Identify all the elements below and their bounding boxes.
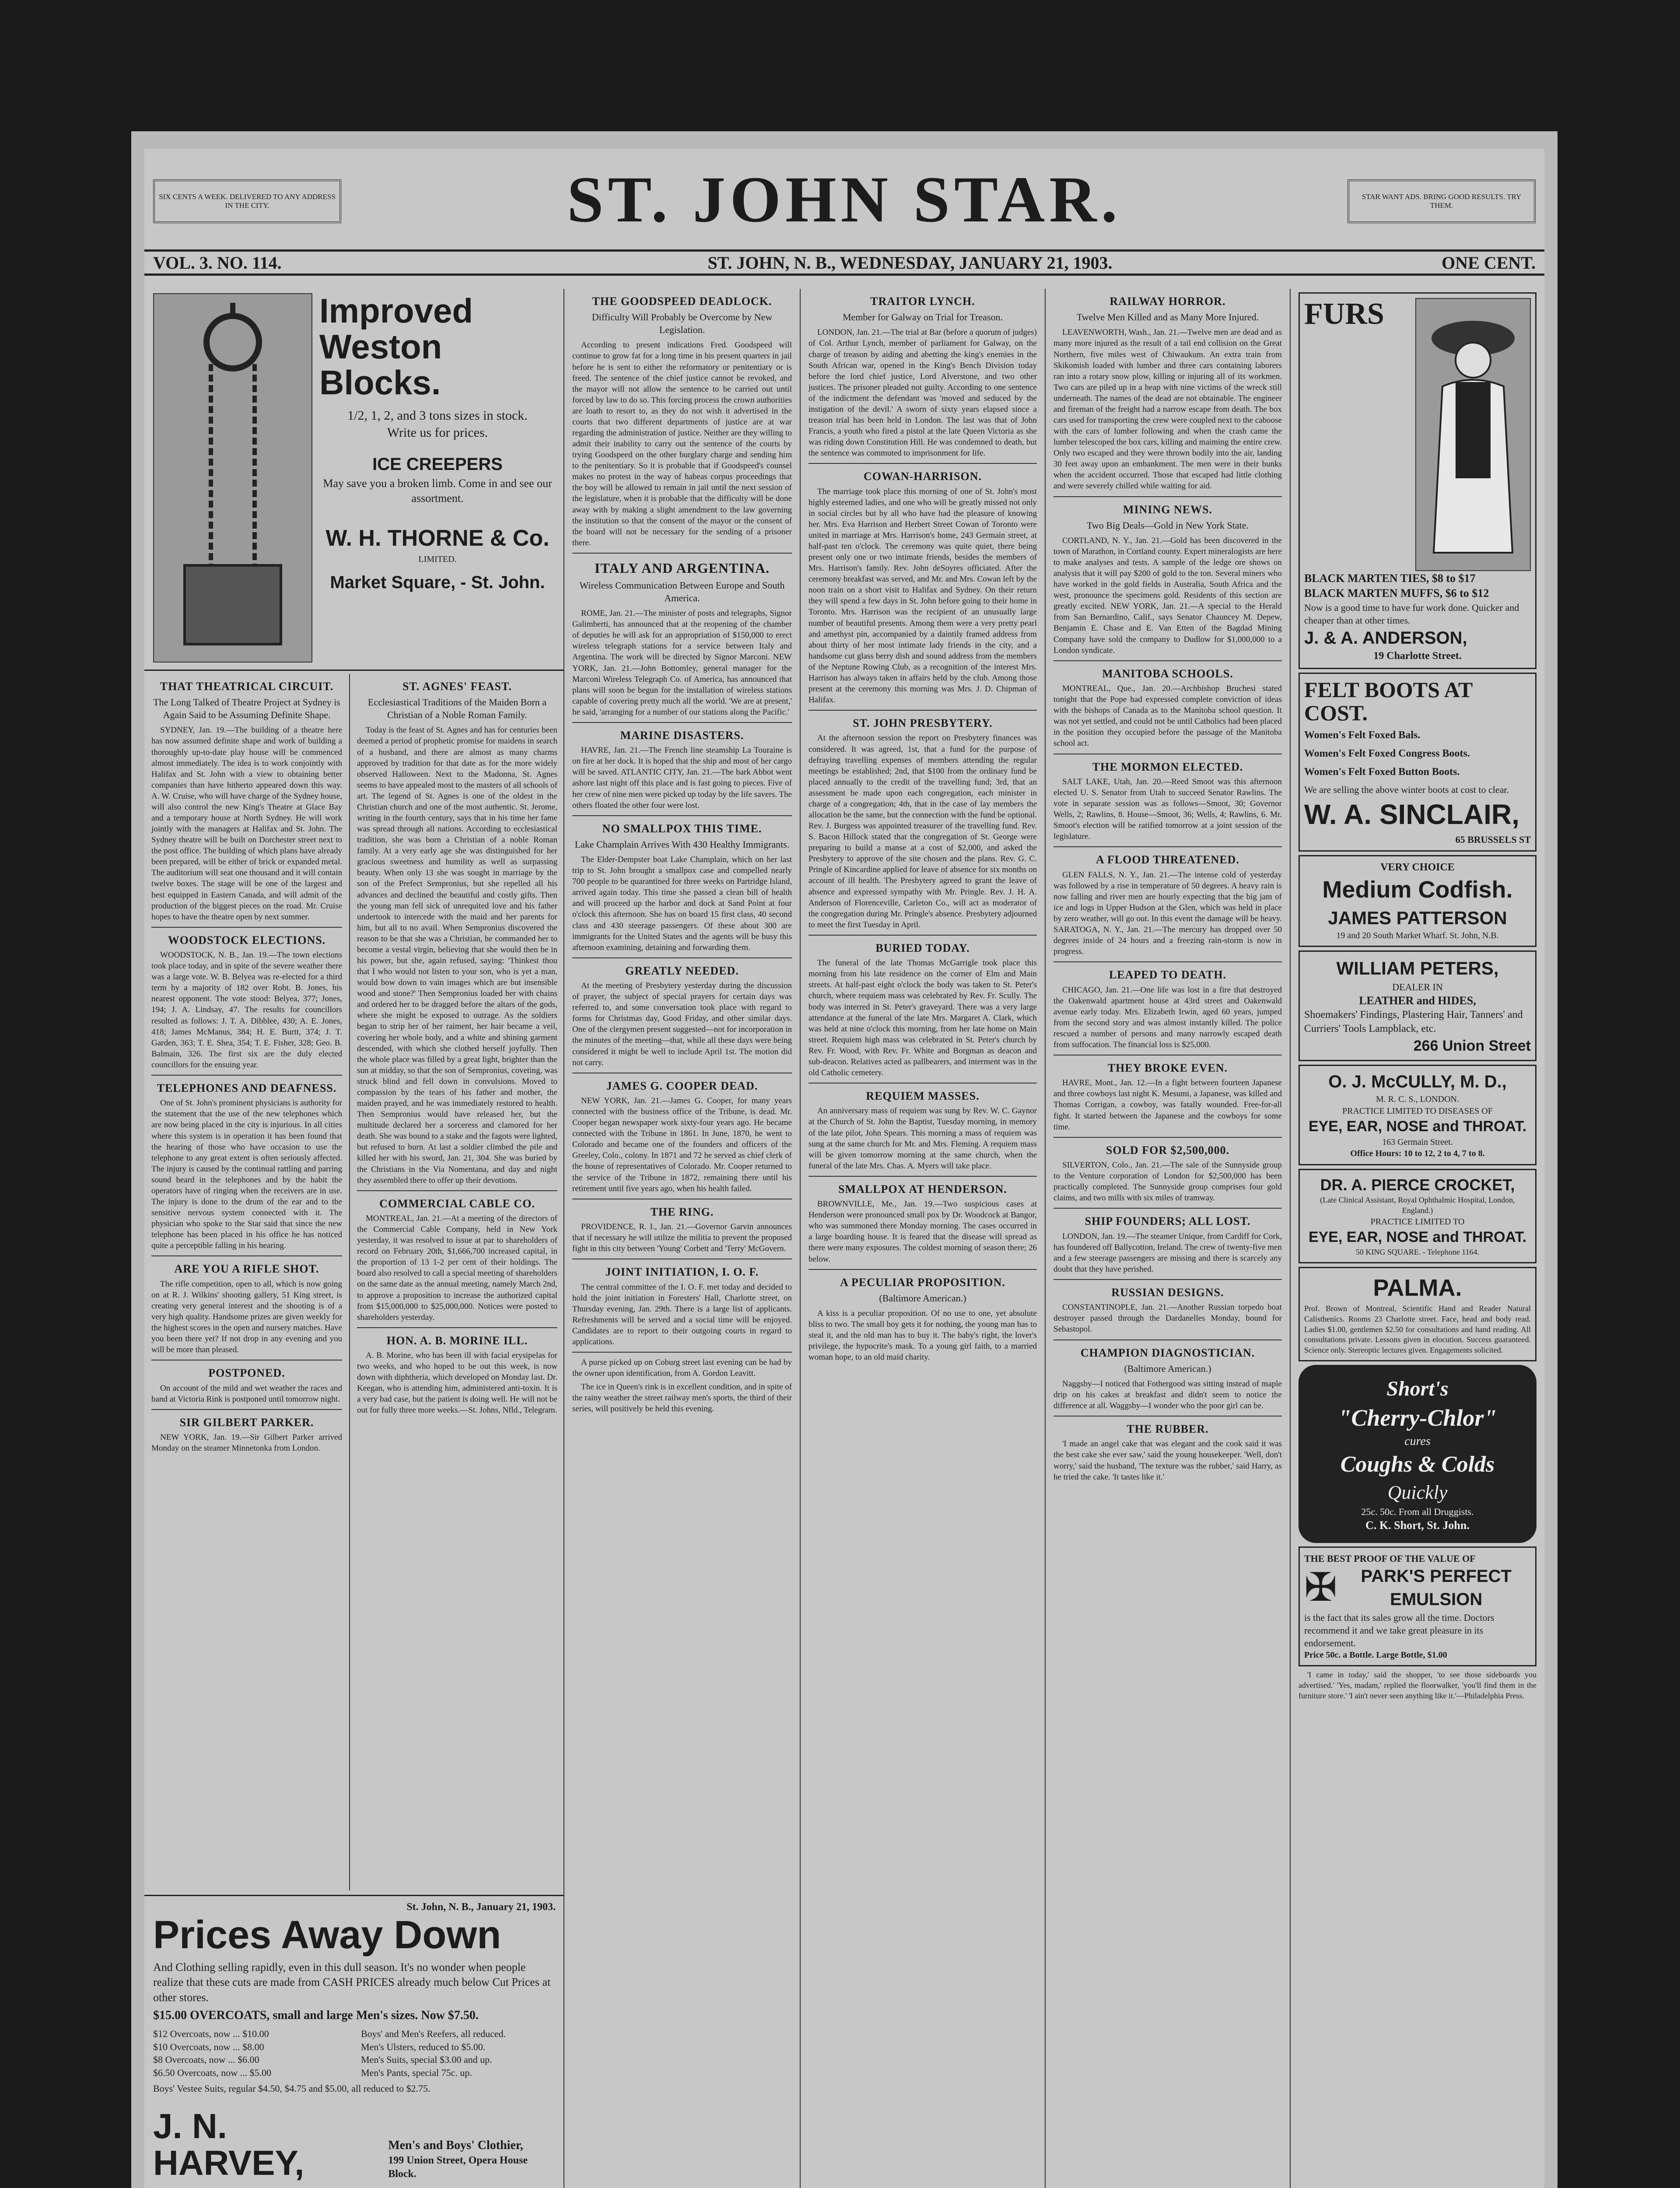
sold-body: SILVERTON, Colo., Jan. 21.—The sale of the Sunnyside group to the Venture corporation of London for $2,500,000 has been practically completed. The Sunnyside group comprises four gold claims, and two mills with six miles of tramway. [1054,1161,1282,1203]
harvey-item: Boys' and Men's Reefers, all reduced. [361,2028,506,2040]
rifle-body: The rifle competition, open to all, which is now going on at R. J. Wilkins' shooting gallery, 51 King street, is creating very general interest and the shooting is of a very high quality. Handsome prizes are given weekly for the highest scores in the open and nursery matches. Have you been there yet? If not drop in any evening and you will be more than pleased. [151,1279,342,1355]
presbytery-body: At the afternoon session the report on Presbytery finances was considered. It was agreed, 1st, that a fund for the purpose of defraying travelling expenses of members attending the regular meetings be established; 2nd, that $100 from the ordinary fund be placed annually to the credit of the travelling fund; 3rd, that an assessment be made upon each congregation, each minister in charge of a congregation; 4th, that in the case of lay members the allocation be the same, but the connection with the fund be optional. Rev. J. Burgess was appointed treasurer of the travelling fund. Rev. S. Bacon Hillock stated that the congregation of St. George were preparing to build a manse at a cost of $2,000, and asked the Presbytery to approve of the site chosen and the plans. Rev. G. C. Pringle of Kincardine applied for leave of absence for six months on account of ill health. The Presbytery agreed to grant the leave of absence and expressed sympathy with Mr. Pringle. Rev. J. H. A. Anderson of Florenceville, Carleton Co., will act as moderator of the congregation during Mr. Pringle's absence. Presbytery adjourned to meet the first Tuesday in April. [808,733,1037,929]
crocket-ad [1298,1169,1536,1263]
italy-body: ROME, Jan. 21.—The minister of posts and telegraphs, Signor Galimberti, has announced that at the reopening of the chamber of deputies he will ask for an appropriation of $150,000 to erect wireless telegraph stations for a service between Italy and Argentina. The work will be directed by Signor Marconi. NEW YORK, Jan. 21.—John Bottomley, general manager for the Marconi Wireless Telegraph Co. of America, has announced that plans will soon be begun for the installation of wireless stations capable of covering pretty much all the world. 'We are at present,' he said, 'arranging for a number of our stations along the Pacific.' [572,609,792,717]
woodstock-headline: WOODSTOCK ELECTIONS. [168,933,326,947]
goodspeed-body: According to present indications Fred. Goodspeed will continue to grow fat for a long time in his present quarters in jail before he is sent to either the reformatory or penitentiary or is freed. The sentence of the chief justice cannot be revoked, and the mayor will not allow the sentence to be carried out until forced by law to do so. This forcing process the crown authorities are loath to resort to, as they do not wish it advertised in the courts that two different departments of justice are at war regarding the administration of justice. Neither are they willing to admit their inability to carry out the sentence of the courts by trying Goodspeed on the other burglary charge and sending him to the penitentiary. So it is probable that if Goodspeed's counsel makes no protest in the way of habeas corpus proceedings that the boy will be allowed to remain in jail until the next session of the legislature, when it is probable that the difficulty will be done away with by making a slight amendment to the law governing the institution so that the consent of the mayor or the consent of the board will not be necessary for the sending of a prisoner there. [572,340,792,547]
railway-headline: RAILWAY HORROR. [1110,295,1226,308]
henderson-body: BROWNVILLE, Me., Jan. 19.—Two suspicious cases at Henderson were pronounced small pox by Dr. Woodcock at Bangor, who was summoned there Monday morning. The cases occurred in a large boarding house. It is feared that the disease will spread as there were many exposures. The coldest morning of season there; 26 below. [808,1199,1037,1264]
parks-price: Price 50c. a Bottle. Large Bottle, $1.00 [1304,1650,1447,1660]
furs-ad [1298,292,1536,669]
mccully-practice: PRACTICE LIMITED TO DISEASES OF [1342,1106,1493,1116]
harvey-ad [144,1895,564,2188]
telephones-body: One of St. John's prominent physicians is authority for the statement that the use of the new telephones which are now being placed in the city is injurious. In all cities where this system is in operation it has been found that the hearing of those who have occasion to use the telephone to any great extent is often seriously affected. The injury is caused by the continual rattling and parring sound heard in the telephones and by the habit the operators have of ringing when the receivers are in use. The injury is done to the drum of the ear and to the sensitive nervous system connected with it. The physician who spoke to the Star said that since the new telephone has been placed in his office he has noticed quite a perceptible falling in his hearing. [151,1098,342,1251]
russian-body: CONSTANTINOPLE, Jan. 21.—Another Russian torpedo boat destroyer passed through the Dardanelles Monday, bound for Sebastopol. [1054,1303,1282,1334]
buried-headline: BURIED TODAY. [875,941,970,954]
cable-body: MONTREAL, Jan. 21.—At a meeting of the directors of the Commercial Cable Company, held in New York yesterday, it was resolved to issue at par to shareholders of record on February 20th, $1,666,700 increased capital, in the proportion of 13 1-2 per cent of their holdings. The board also resolved to call a special meeting of shareholders on the same date as the annual meeting, namely March 2nd, to approve a proposition to increase the authorized capital from $15,000,000 to $25,000,000. Notices were posted to shareholders yesterday. [357,1213,557,1322]
peters-goods: LEATHER and HIDES, [1359,994,1476,1007]
cooper-body: NEW YORK, Jan. 21.—James G. Cooper, for many years connected with the business office of the Tribune, is dead. Mr. Cooper began newspaper work sixty-four years ago. He became connected with the Tribune in 1861. In June, 1870, he went to Colorado and became one of the founders and officers of the Greeley, Colo., colony. In 1871 and 72 he served as chief clerk of the house of representatives of Colorado. Mr. Cooper returned to the service of the Tribune in 1872, remaining there until his retirement until five years ago, when his health failed. [572,1096,792,1193]
needed-headline: GREATLY NEEDED. [625,964,739,977]
codfish-choice: VERY CHOICE [1380,861,1455,873]
thorne-sizes: 1/2, 1, 2, and 3 tons sizes in stock. [347,408,528,423]
parks-proof: THE BEST PROOF OF THE VALUE OF [1304,1553,1476,1564]
column-1 [144,289,564,2188]
shorts-cures: cures [1404,1434,1431,1448]
agnes-body: Today is the feast of St. Agnes and has for centuries been deemed a period of prophetic promise for maidens in search of a husband, and there are almost as many charms approved by tradition for that date as for the more widely observed Halloween. Next to the Madonna, St. Agnes seems to have appealed most to the masters of all schools of art. The legend of St. Agnes is one of the oldest in the Christian church and one of the most authentic. St. Jerome, writing in the fourth century, says that in his time her fame was spread through all nations. According to ecclesiastical tradition, she was born a Christian of a noble Roman family. At a very early age she was distinguished for her gracious sweetness and humility as well as surpassing beauty. When only 13 she was sought in marriage by the son of the Prefect Sempronius, but she repelled all his advances and declined the beautiful and costly gifts. Then the young man fell sick of unrequited love and his father undertook to intercede with the maid and her parents for him, but all to no avail. When Sempronius discovered the reason to be that she was a Christian, he commanded her to become a vestal virgin, believing that she would then be in his power, but she, again refused, saying: 'Thinkest thou that I who would not listen to your son, who is yet a man, would bow down to vain images which are but insensible wood and stone?' Then Sempronius loaded her with chains and ordered her to be dragged before the altars of the gods, where she might be exposed to outrage. As the soldiers began to strip her of her raiment, her hair became a veil, covering her whole body, and a white and shining garment descended, with which she clothed herself joyfully. Then the whole place was filled by a great light, brighter than the sun at midday, so that the son of Sempronius, coveting, was struck blind and fell down in convulsions. Moved to compassion by the tears of his father and mother, the maiden prayed, and he was immediately restored to health. Then Sempronius would have released her, but the multitude declared her a sorceress and clamored for her death. She was bound to a stake and the fagots were lighted, but refused to burn. At last a soldier climbed the pile and killed her with his sword, Jan. 21, 304. She was buried by the Christians in the Via Nomentana, and day and night they assembled there to offer up their devotions. [357,726,557,1185]
thorne-limited: LIMITED. [418,554,457,564]
crocket-spec: EYE, EAR, NOSE and THROAT. [1308,1229,1527,1246]
harvey-feature: $15.00 OVERCOATS, small and large Men's sizes. Now $7.50. [153,2009,479,2023]
newspaper-page [144,149,1544,2188]
furs-heading: FURS [1304,297,1384,331]
harvey-tagline: Men's and Boys' Clothier, [388,2138,523,2152]
price: ONE CENT. [1442,252,1536,273]
italy-headline: ITALY AND ARGENTINA. [594,560,770,576]
harvey-item: $10 Overcoats, now ... $8.00 [153,2041,264,2052]
theatre-body: SYDNEY, Jan. 19.—The building of a theatre here has now assumed definite shape and work of building a thoroughly up-to-date play house will be commenced almost immediately. The idea is to work conjointly with Halifax and St. John with a view to obtaining better companies than have hitherto appeared down this way. A. W. Cruise, who will have charge of the Sydney house, will also control the new King's Theatre at Glace Bay and a temporary house at North Sydney. He will work jointly with the managers at Halifax and St. John. The Sydney theatre will be built on Dorchester street next to the post office. The building of which plans have already been prepared, will be either of brick or expanded metal. The auditorium will seat one thousand and it will contain twelve boxes. The stage will be one of the largest and best equipped in Eastern Canada, and will admit of the production of the biggest pieces on the road. Mr. Cruise hopes to have the theatre open by next summer. [151,726,342,922]
right-ear: STAR WANT ADS. BRING GOOD RESULTS. TRY THEM. [1348,179,1536,223]
harvey-item: Men's Suits, special $3.00 and up. [361,2054,492,2065]
column-5-ads [1291,289,1544,2188]
column-1a [144,674,350,1890]
needed-body: At the meeting of Presbytery yesterday during the discussion of prayer, the subject of special prayers for certain days was referred to, and some conversation took place with regard to forms for Christmas day, Good Friday, and other similar days. One of the clergymen present suggested—not for incorporation in the minutes of the meeting—that, while all these days were being considered it might be well to include April 1st. The motion did not carry. [572,981,792,1067]
rubber-body: 'I made an angel cake that was elegant and the cook said it was the best cake she ever saw,' said the young housekeeper. 'Well, don't worry,' said the husband, 'The texture was the rubber,' said Harry, as he tried the cake. 'It tastes like it.' [1054,1439,1282,1482]
railway-subhead: Twelve Men Killed and as Many More Injured. [1076,312,1259,323]
crocket-firm: DR. A. PIERCE CROCKET, [1320,1175,1515,1194]
iof-headline: JOINT INITIATION, I. O. F. [605,1266,759,1279]
furs-ties: BLACK MARTEN TIES, $8 to $17 [1304,572,1476,585]
harvey-items [153,2027,556,2079]
mormon-headline: THE MORMON ELECTED. [1092,760,1243,773]
morine-headline: HON. A. B. MORINE ILL. [386,1334,528,1347]
theatre-subhead: The Long Talked of Theatre Project at Sydney is Again Said to be Assuming Definite Shape. [153,697,340,721]
thorne-firm: W. H. THORNE & Co. [326,526,550,551]
furs-address: 19 Charlotte Street. [1373,650,1462,662]
broke-headline: THEY BROKE EVEN. [1107,1062,1228,1074]
agnes-subhead: Ecclesiastical Traditions of the Maiden Born a Christian of a Noble Roman Family. [368,697,547,721]
codfish-heading: Medium Codfish. [1322,877,1513,903]
harvey-firm: J. N. HARVEY, [153,2106,304,2182]
felt-body: We are selling the above winter boots at cost to clear. [1304,784,1509,796]
peters-dealer: DEALER IN [1392,981,1443,992]
lynch-subhead: Member for Galway on Trial for Treason. [842,312,1003,323]
felt-firm: W. A. SINCLAIR, [1304,799,1519,831]
page-frame [131,131,1558,2188]
peters-firm: WILLIAM PETERS, [1336,958,1499,979]
lynch-body: LONDON, Jan. 21.—The trial at Bar (before a quorum of judges) of Col. Arthur Lynch, member of parliament for Galway, on the charge of treason by aiding and abetting the king's enemies in the South African war, opened in the King's Bench Division today before the lord chief justice, Lord Alverstone, and two other justices. The prisoner pleaded not guilty. According to one sentence of the indictment the defendant was 'moved and seduced by the instigation of the devil.' A sworn of sixty years elapsed since a treason trial has been held in London. The last was that of John Francis, a youth who fired a pistol at the late Queen Victoria as she was riding down Constitution Hill. He was condemned to death, but the sentence was commuted to imprisonment for life. [808,328,1037,458]
manitoba-headline: MANITOBA SCHOOLS. [1102,667,1233,680]
felt-boots-ad [1298,673,1536,852]
mccully-creds: M. R. C. S., LONDON. [1376,1094,1460,1105]
ice-creepers-heading: ICE CREEPERS [372,454,503,474]
woodstock-body: WOODSTOCK, N. B., Jan. 19.—The town elections took place today, and in spite of the severe weather there was a large vote. W. B. Belyea was re-elected for a third term by a majority of 182 over Robt. B. Jones, his nearest opponent. The vote stood: Belyea, 377; Jones, 194; J. A. Lindsay, 47. The results for councillors resulted as follows: J. T. A. Dibblee, 430; A. E. Jones, 418; James McManus, 384; H. E. Burtt, 374; J. T. Garden, 363; T. E. Shea, 354; T. E. Fisher, 328; Geo. B. Balmain, 326. The first six are the duly elected councillors for the ensuing year. [151,950,342,1069]
palma-heading: PALMA. [1373,1274,1462,1301]
dateline [144,249,1544,276]
column-2 [564,289,801,2188]
pulley-icon [167,303,298,653]
harvey-intro: And Clothing selling rapidly, even in this dull season. It's no wonder when people realize that these cuts are made from CASH PRICES already much below Cut Prices at other stores. [153,1961,551,2004]
morine-body: A. B. Morine, who has been ill with facial erysipelas for two weeks, and who hoped to be out this week, is now down with diphtheria, which developed on Monday last. Dr. Keegan, who is attending him, administered anti-toxin. It is a very bad case, but the patient is doing well. He will not be out for fully three more weeks.—St. Johns, Nfld., Telegram. [357,1351,557,1415]
harvey-item: $6.50 Overcoats, now ... $5.00 [153,2067,272,2079]
proposition-headline: A PECULIAR PROPOSITION. [840,1276,1005,1289]
goodspeed-headline: THE GOODSPEED DEADLOCK. [592,295,772,308]
issue-date: ST. JOHN, N. B., WEDNESDAY, JANUARY 21, 1903. [707,252,1113,273]
railway-body: LEAVENWORTH, Wash., Jan. 21.—Twelve men are dead and as many more injured as the result of a tail end collision on the Great Northern, five miles west of Chiwaukum. An extra train from Skikomish loaded with lumber and three cars containing laborers ran into a rotary snow plow, killing or injuring all of its workmen. Two cars are piled up in a heap with nine victims of the wreck still underneath. The names of the dead are not obtainable. The engineer and fireman of the freight had a narrow escape from death. The box cars used for transporting the crew were coupled next to the caboose with the cars of lumber following and when the crash came the lumber telescoped the box cars, killing and maiming the entire crew. Only two escaped and they were thrown bodily into the air, landing 30 feet away upon an embankment. The men were in their bunks when the accident occurred. Those that escaped had little clothing and were severely chilled while waiting for aid. [1054,328,1282,491]
mining-body: CORTLAND, N. Y., Jan. 21.—Gold has been discovered in the town of Marathon, in Cortland county. Expert mineralogists are here to make analyses and tests. A sample of the ledge ore shows on analysis that it will pay $200 of gold to the ton. Several miners who have worked in the gold fields in Australia, South Africa and the west, pronounce the specimens gold. Residents of this section are greatly excited. NEW YORK, Jan. 21.—A special to the Herald from San Bernardino, Calif., says Senator Chauncey M. Depew, Benjamin E. Chase and E. Van Etten of the Bagdad Mining Company have sold the company to Dudlow for $1,000,000 to a London syndicate. [1054,536,1282,655]
lady-figure-icon [1425,308,1521,561]
shorts-brand: Short's [1386,1377,1449,1400]
felt-item: Women's Felt Foxed Congress Boots. [1304,747,1470,759]
parks-body: is the fact that its sales grow all the time. Doctors recommend it and we take great pleasure in its endorsement. [1304,1612,1494,1649]
russian-headline: RUSSIAN DESIGNS. [1111,1286,1224,1299]
left-ear: SIX CENTS A WEEK. DELIVERED TO ANY ADDRESS IN THE CITY. [153,179,341,223]
flood-headline: A FLOOD THREATENED. [1096,853,1239,866]
gilbert-headline: SIR GILBERT PARKER. [179,1416,314,1429]
ring-headline: THE RING. [650,1205,714,1218]
shorts-ad [1298,1365,1536,1543]
postponed-body: On account of the mild and wet weather the races and band at Victoria Rink is postponed until tomorrow night. [151,1383,342,1404]
smallpox-headline: NO SMALLPOX THIS TIME. [602,822,762,835]
fur-lady-illustration [1415,298,1531,571]
crocket-practice: PRACTICE LIMITED TO [1370,1217,1465,1227]
crocket-address: 50 KING SQUARE. - Telephone 1164. [1355,1247,1480,1256]
furs-body: Now is a good time to have fur work done. Quicker and cheaper than at other times. [1304,602,1519,626]
thorne-write: Write us for prices. [387,425,488,440]
leaped-body: CHICAGO, Jan. 21.—One life was lost in a fire that destroyed the Oakenwald apartment house at 43rd street and Oakenwald avenue early today. Mrs. Elizabeth Irwin, aged 60 years, jumped from the second story and was almost instantly killed. The police rescued a number of persons and many narrowly escaped death from suffocation. The financial loss is $25,000. [1054,985,1282,1049]
mccully-hours: Office Hours: 10 to 12, 2 to 4, 7 to 8. [1350,1149,1485,1159]
purse-notice: A purse picked up on Coburg street last evening can be had by the owner upon identification, from A. Gordon Leavitt. [572,1358,792,1378]
rink-notice: The ice in Queen's rink is in excellent condition, and in spite of the rainy weather the street railway men's sports, the third of their series, will positively be held this evening. [572,1382,792,1414]
ring-body: PROVIDENCE, R. I., Jan. 21.—Governor Garvin announces that if necessary he will utilize the militia to prevent the proposed fight in this city between 'Young' Corbett and 'Terry' McGovern. [572,1222,792,1254]
column-3 [801,289,1046,2188]
cowan-headline: COWAN-HARRISON. [864,470,982,483]
felt-heading: FELT BOOTS AT COST. [1304,677,1473,725]
shorts-price: 25c. 50c. From all Druggists. [1361,1506,1474,1518]
felt-item: Women's Felt Foxed Button Boots. [1304,766,1460,778]
theatre-headline: THAT THEATRICAL CIRCUIT. [160,680,334,693]
leaped-headline: LEAPED TO DEATH. [1109,968,1227,982]
thorne-headline: Improved Weston Blocks. [319,291,473,402]
column-1b [350,674,564,1890]
marine-headline: MARINE DISASTERS. [620,729,744,742]
felt-item: Women's Felt Foxed Bals. [1304,729,1421,741]
flood-body: GLEN FALLS, N. Y., Jan. 21.—The intense cold of yesterday was followed by a rise in temperature of 50 degrees. A heavy rain is now falling and river men are hourly expecting that the big jam of ice and logs in Upper Hudson at the Glen, which was held in place by zero weather, will go out. In this event the damage will be heavy. SARATOGA, N. Y., Jan. 21.—The mercury has dropped over 50 degrees inside of 24 hours and a freezing rain-storm is now in progress. [1054,870,1282,957]
harvey-headline: Prices Away Down [153,1913,501,1957]
telephones-headline: TELEPHONES AND DEAFNESS. [157,1081,337,1094]
champion-source: (Baltimore American.) [1124,1363,1211,1374]
harvey-address: 199 Union Street, Opera House Block. [388,2154,528,2180]
mining-subhead: Two Big Deals—Gold in New York State. [1086,519,1249,531]
ship-headline: SHIP FOUNDERS; ALL LOST. [1085,1215,1251,1228]
smallpox-subhead: Lake Champlain Arrives With 430 Healthy Immigrants. [574,839,790,850]
shorts-ailment: Coughs & Colds [1340,1452,1495,1477]
harvey-boys: Boys' Vestee Suits, regular $4.50, $4.75 and $5.00, all reduced to $2.75. [153,2083,430,2094]
parks-heading: PARK'S PERFECT EMULSION [1361,1567,1512,1609]
harvey-dateline: St. John, N. B., January 21, 1903. [406,1901,556,1913]
iof-body: The central committee of the I. O. F. met today and decided to hold the joint initiation in Foresters' Hall, Charlotte street, on Thursday evening, Jan. 29th. There is a large list of applicants. Refreshments will be served and a social time will be enjoyed. Candidates are to report to their outgoing courts in regard to applications. [572,1282,792,1346]
proposition-body: A kiss is a peculiar proposition. Of no use to one, yet absolute bliss to two. The small boy gets it for nothing, the young man has to steal it, and the old man has to buy it. The baby's right, the lover's privilege, the hypocrite's mask. To a young girl faith, to a married woman hope, to an old maid charity. [808,1308,1037,1362]
postponed-headline: POSTPONED. [208,1367,285,1380]
henderson-headline: SMALLPOX AT HENDERSON. [838,1182,1007,1196]
shorts-speed: Quickly [1387,1481,1448,1503]
joke-paragraph: 'I came in today,' said the shopper, 'to see those sideboards you advertised.' 'Yes, madam,' replied the floorwalker, 'you'll find them in the furniture store.' 'I ain't never seen anything like it.'—Philadelphia Press. [1298,1670,1536,1700]
agnes-headline: ST. AGNES' FEAST. [402,680,512,693]
palma-body: Prof. Brown of Montreal, Scientific Hand and Reader Natural Calisthenics. Rooms 23 Charlotte street. Face, head and body read. Ladies $1.00, gentlemen $2.50 for consultations and hand reading. All consultations private. Lessons given in elocution. Success guaranteed. Science only. Stereoptic lectures given. Engagements solicited. [1304,1304,1531,1354]
proposition-source: (Baltimore American.) [879,1292,966,1304]
felt-address: 65 BRUSSELS ST [1455,834,1531,845]
palma-ad [1298,1267,1536,1361]
presbytery-headline: ST. JOHN PRESBYTERY. [853,717,993,730]
peters-address: 266 Union Street [1413,1037,1531,1054]
shorts-product: "Cherry-Chlor" [1338,1405,1497,1431]
thorne-ad [144,289,564,671]
mccully-ad [1298,1065,1536,1165]
sold-headline: SOLD FOR $2,500,000. [1106,1143,1230,1157]
buried-body: The funeral of the late Thomas McGarrigle took place this morning from his late residence on the corner of Elm and Main streets. At half-past eight o'clock the body was taken to St. Peter's church, where requiem mass was celebrated by Rev. Fr. Scully. The body was interred in St. Peter's graveyard. There was a very large attendance at the funeral of the late Mrs. Margaret A. Clark, which was held at nine o'clock this morning, from her late home on Main street. Requiem high mass was celebrated in St. Peter's church by Rev. Fr. Wood, with Rev. Fr. White and Borgman as deacon and sub-deacon. Relatives acted as pallbearers, and interment was in the old Catholic cemetery. [808,958,1037,1077]
harvey-item: Men's Ulsters, reduced to $5.00. [361,2041,486,2052]
cable-headline: COMMERCIAL CABLE CO. [379,1197,535,1210]
lynch-headline: TRAITOR LYNCH. [870,295,975,308]
furs-muffs: BLACK MARTEN MUFFS, $6 to $12 [1304,587,1489,600]
harvey-item: $8 Overcoats, now ... $6.00 [153,2054,259,2065]
pulley-block-illustration [153,293,312,663]
mccully-spec: EYE, EAR, NOSE and THROAT. [1308,1118,1527,1135]
newspaper-title: ST. JOHN STAR. [567,163,1122,236]
volume-number: VOL. 3. NO. 114. [153,252,282,273]
gilbert-body: NEW YORK, Jan. 19.—Sir Gilbert Parker arrived Monday on the steamer Minnetonka from London. [151,1433,342,1453]
rifle-headline: ARE YOU A RIFLE SHOT. [174,1262,319,1276]
cooper-headline: JAMES G. COOPER DEAD. [606,1079,758,1092]
peters-ad [1298,950,1536,1061]
champion-body: Naggsby—I noticed that Fothergood was sitting instead of maple drip on his cakes at breakfast and didn't seem to notice the difference at all. Waggsby—I wonder who the poor girl can be. [1054,1379,1282,1410]
requiem-headline: REQUIEM MASSES. [866,1090,980,1103]
ship-body: LONDON, Jan. 19.—The steamer Unique, from Cardiff for Cork, has foundered off Ballycotton, Ireland. The crew of twenty-five men and a few steerage passengers are missing and there is scarcely any doubt that they have perished. [1054,1231,1282,1274]
thorne-address: Market Square, - St. John. [330,573,545,593]
maltese-cross-icon: ✠ [1304,1566,1337,1610]
mccully-firm: O. J. McCULLY, M. D., [1328,1072,1507,1092]
mining-headline: MINING NEWS. [1123,503,1213,516]
codfish-address: 19 and 20 South Market Wharf. St. John, N.B. [1336,931,1499,941]
furs-firm: J. & A. ANDERSON, [1304,628,1467,648]
harvey-item: Men's Pants, special 75c. up. [361,2067,472,2079]
masthead [144,158,1544,241]
champion-headline: CHAMPION DIAGNOSTICIAN. [1080,1346,1255,1359]
shorts-maker: C. K. Short, St. John. [1365,1519,1470,1532]
mccully-address: 163 Germain Street. [1382,1137,1453,1147]
peters-body: Shoemakers' Findings, Plastering Hair, Tanners' and Curriers' Tools Lampblack, etc. [1304,1009,1523,1034]
harvey-item: $12 Overcoats, now ... $10.00 [153,2028,269,2040]
codfish-firm: JAMES PATTERSON [1328,907,1507,928]
goodspeed-subhead: Difficulty Will Probably be Overcome by New Legislation. [592,312,773,336]
italy-subhead: Wireless Communication Between Europe and South America. [579,580,785,604]
parks-ad [1298,1546,1536,1666]
smallpox-body: The Elder-Dempster boat Lake Champlain, which on her last trip to St. John brought a smallpox case and compelled nearly 700 people to be quarantined for three weeks on Partridge Island, arrived again today. This time she passed a clean bill of health and will proceed up the harbor and dock at Sand Point at four o'clock this afternoon. She has on board 15 first class, 40 second class and 430 steerage passengers. Of these about 300 are immigrants for the United States and the agents will be busy this afternoon examining, detaining and forwarding them. [572,855,792,952]
column-4 [1046,289,1291,2188]
manitoba-body: MONTREAL, Que., Jan. 20.—Archbishop Bruchesi stated tonight that the Pope had expressed complete conviction of ideas with the bishops of Canada as to the Manitoba school question. It was not yet settled, and could not be until Catholics had been placed in the position they occupied before the passage of the Manitoba school act. [1054,684,1282,748]
rubber-headline: THE RUBBER. [1127,1423,1209,1436]
marine-body: HAVRE, Jan. 21.—The French line steamship La Touraine is on fire at her dock. It is hoped that the ship and most of her cargo will be saved. ATLANTIC CITY, Jan. 21.—The bark Abbot went ashore last night off this place and is fast going to pieces. Five of her crew of nine men were picked up today by the life savers. The others floated the other four were lost. [572,746,792,810]
requiem-body: An anniversary mass of requiem was sung by Rev. W. C. Gaynor at the Church of St. John the Baptist, Tuesday morning, in memory of the late pilot, John Spears. This morning a mass of requiem was sung at the same church for Mr. and Mrs. Fleming. A requiem mass will be given tomorrow morning at the same church, when the funeral of the late Mrs. Chas. A. Myers will take place. [808,1106,1037,1171]
ice-creepers-text: May save you a broken limb. Come in and see our assortment. [323,477,552,505]
cowan-body: The marriage took place this morning of one of St. John's most highly esteemed ladies, and one who will be greatly missed not only in social circles but by all who have had the pleasure of knowing her. Mrs. Eva Harrison and Herbert Street Cowan of Toronto were united in marriage at Mrs. Harrison's home, 243 Germain street, at half-past ten o'clock. The ceremony was quite quiet, there being present only one or two intimate friends, besides the members of Mrs. Harrison's family. Rev. John deSoyres officiated. After the ceremony breakfast was served, and Mr. and Mrs. Cowan left by the noon train on a short visit to Halifax and Sydney. On their return they will spend a few days in St. John before going to their home in Toronto. Mrs. Harrison was the recipient of an unusually large number of beautiful presents. Among them were a very pretty pearl and amethyst pin, accompanied by a daintily framed address from about thirty of her most intimate lady friends in the city, and a handsome cut glass berry dish and sound address from the members of the Neptune Rowing Club, as a recognition of the interest Mrs. Harrison has always taken in affairs held by the club. Among those present at the ceremony this morning was Mrs. J. D. Chipman of Halifax. [808,487,1037,705]
mormon-body: SALT LAKE, Utah, Jan. 20.—Reed Smoot was this afternoon elected U. S. Senator from Utah to succeed Senator Rawlins. The vote in separate session was as follows—Smoot, 30; Governor Wells, 2; Rawlins, 8. House—Smoot, 36; Wells, 4; Rawlins, 6. Mr. Smoot's election will be ratified tomorrow at a joint session of the legislature. [1054,777,1282,842]
broke-body: HAVRE, Mont., Jan. 12.—In a fight between fourteen Japanese and three cowboys last night K. Mesumi, a Japanese, was killed and Thomas Corrigan, a cowboy, was fatally wounded. Free-for-all fight. It started between the Japanese and the cowboys for some time. [1054,1078,1282,1132]
codfish-ad [1298,855,1536,947]
crocket-creds: (Late Clinical Assistant, Royal Ophthalmic Hospital, London, England.) [1320,1196,1515,1215]
